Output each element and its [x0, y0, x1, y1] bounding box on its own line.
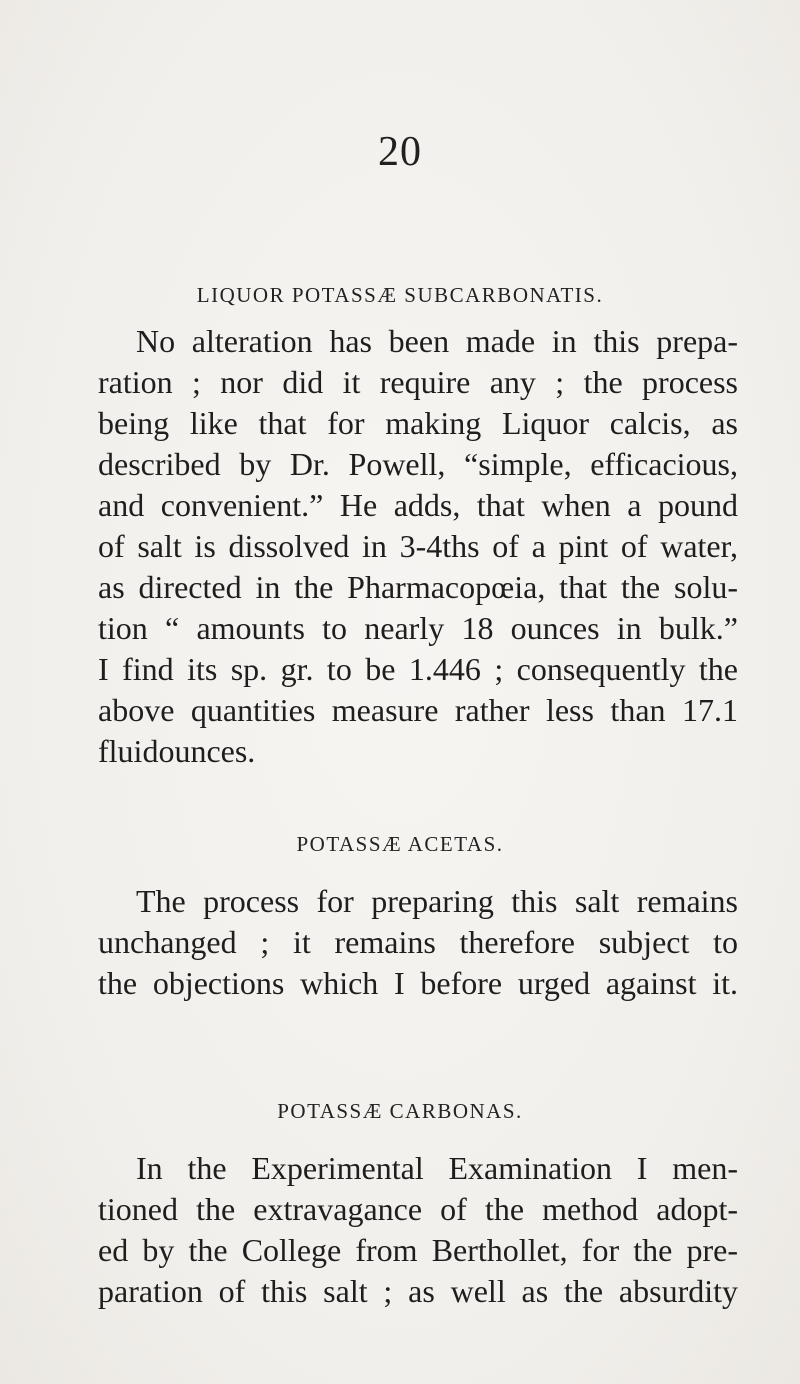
- text-line: fluidounces.: [98, 733, 256, 769]
- text-line: ration ; nor did it require any ; the process: [98, 364, 738, 400]
- text-line: I find its sp. gr. to be 1.446 ; consequently the: [98, 651, 738, 687]
- paragraph-liquor-potassae: [98, 321, 738, 772]
- text-line: the objections which I before urged against it.: [98, 965, 738, 1001]
- paragraph-potassae-carbonas: [98, 1148, 738, 1312]
- section-heading-potassae-carbonas: POTASSÆ CARBONAS.: [277, 1099, 523, 1123]
- text-line: and convenient.” He adds, that when a pound: [98, 487, 738, 523]
- text-line: No alteration has been made in this prepa-: [136, 323, 738, 359]
- text-line: The process for preparing this salt remains: [136, 883, 738, 919]
- text-line: tion “ amounts to nearly 18 ounces in bulk.”: [98, 610, 738, 646]
- text-line: above quantities measure rather less than 17.1: [98, 692, 738, 728]
- text-line: as directed in the Pharmacopœia, that the solu-: [98, 569, 738, 605]
- text-line: being like that for making Liquor calcis, as: [98, 405, 738, 441]
- paragraph-potassae-acetas: [98, 881, 738, 1004]
- page-number: 20: [378, 129, 422, 175]
- section-heading-potassae-acetas: POTASSÆ ACETAS.: [296, 832, 504, 856]
- text-line: ed by the College from Berthollet, for the pre-: [98, 1232, 738, 1268]
- text-line: paration of this salt ; as well as the absurdity: [98, 1273, 738, 1309]
- text-line: of salt is dissolved in 3-4ths of a pint of water,: [98, 528, 738, 564]
- text-line: In the Experimental Examination I men-: [136, 1150, 738, 1186]
- text-line: unchanged ; it remains therefore subject to: [98, 924, 738, 960]
- text-line: tioned the extravagance of the method adopt-: [98, 1191, 738, 1227]
- section-heading-liquor-potassae: LIQUOR POTASSÆ SUBCARBONATIS.: [196, 283, 604, 307]
- text-line: described by Dr. Powell, “simple, efficacious,: [98, 446, 738, 482]
